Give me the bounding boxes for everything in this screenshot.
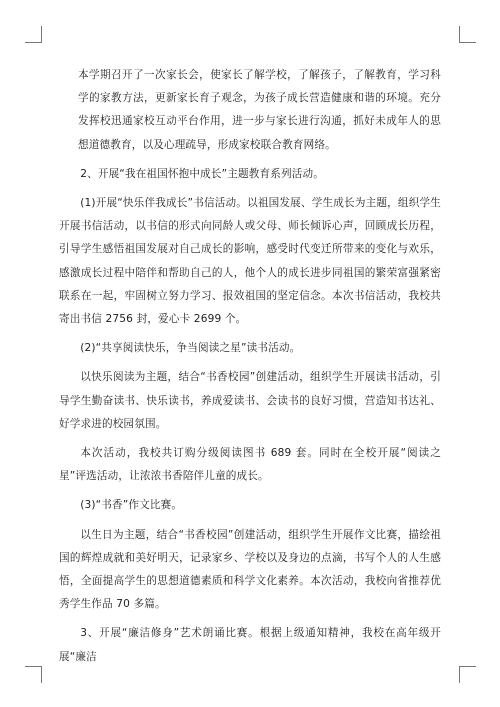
crop-mark-top-left [25, 26, 42, 43]
document-body [59, 64, 441, 675]
paragraph-reading-theme: 以快乐阅读为主题，结合“书香校园”创建活动，组织学生开展读书活动，引导学生勤奋读书、快乐读书，养成爱读书、会读书的良好习惯，营造知书达礼、好学求进的校园氛围。 [59, 371, 441, 430]
paragraph-parent-meeting: 本学期召开了一次家长会，使家长了解学校，了解孩子，了解教育，学习科学的家教方法，更新家长育子观念，为孩子成长营造健康和谐的环境。充分发挥校迅通家校互动平台作用，进一步与家长进行沟通，抓好未成年人的思想道德教育，以及心理疏导，形成家校联合教育网络。 [78, 69, 441, 151]
paragraph-letter-activity: (1)开展“快乐伴我成长”书信活动。以祖国发展、学生成长为主题，组织学生开展书信活动，以书信的形式向同龄人或父母、师长倾诉心声，回顾成长历程，引导学生感悟祖国发展对自己成长的影响，感受时代变迁所带来的变化与欢乐，感激成长过程中陪伴和帮助自己的人，他个人的成长进步同祖国的繁荣富强紧密联系在一起，牢固树立努力学习、报效祖国的坚定信念。本次书信活动，我校共寄出书信 2756 封，爱心卡 2699 个。 [59, 197, 441, 326]
paragraph-recitation-contest: 3、开展“廉洁修身”艺术朗诵比赛。根据上级通知精神，我校在高年级开展“廉洁 [59, 627, 441, 663]
heading-theme-activities: 2、开展“我在祖国怀抱中成长”主题教育系列活动。 [80, 167, 324, 180]
paragraph-essay-contest: 以生日为主题，结合“书香校园”创建活动，组织学生开展作文比赛，描绘祖国的辉煌成就和美好明天，记录家乡、学校以及身边的点滴，书写个人的人生感悟，全面提高学生的思想道德素质和科学文化素养。本次活动，我校向省推荐优秀学生作品 70 多篇。 [59, 528, 441, 611]
heading-essay-contest: (3)“书香”作文比赛。 [80, 499, 183, 512]
crop-mark-bottom-right [459, 666, 476, 683]
heading-reading-activity: (2)“共享阅读快乐，争当阅读之星”读书活动。 [80, 342, 301, 355]
crop-mark-top-right [459, 26, 476, 43]
paragraph-reading-result: 本次活动，我校共订购分级阅读图书 689 套。同时在全校开展“阅读之星”评选活动，让浓浓书香陪伴儿童的成长。 [59, 447, 441, 483]
crop-mark-bottom-left [25, 666, 42, 683]
